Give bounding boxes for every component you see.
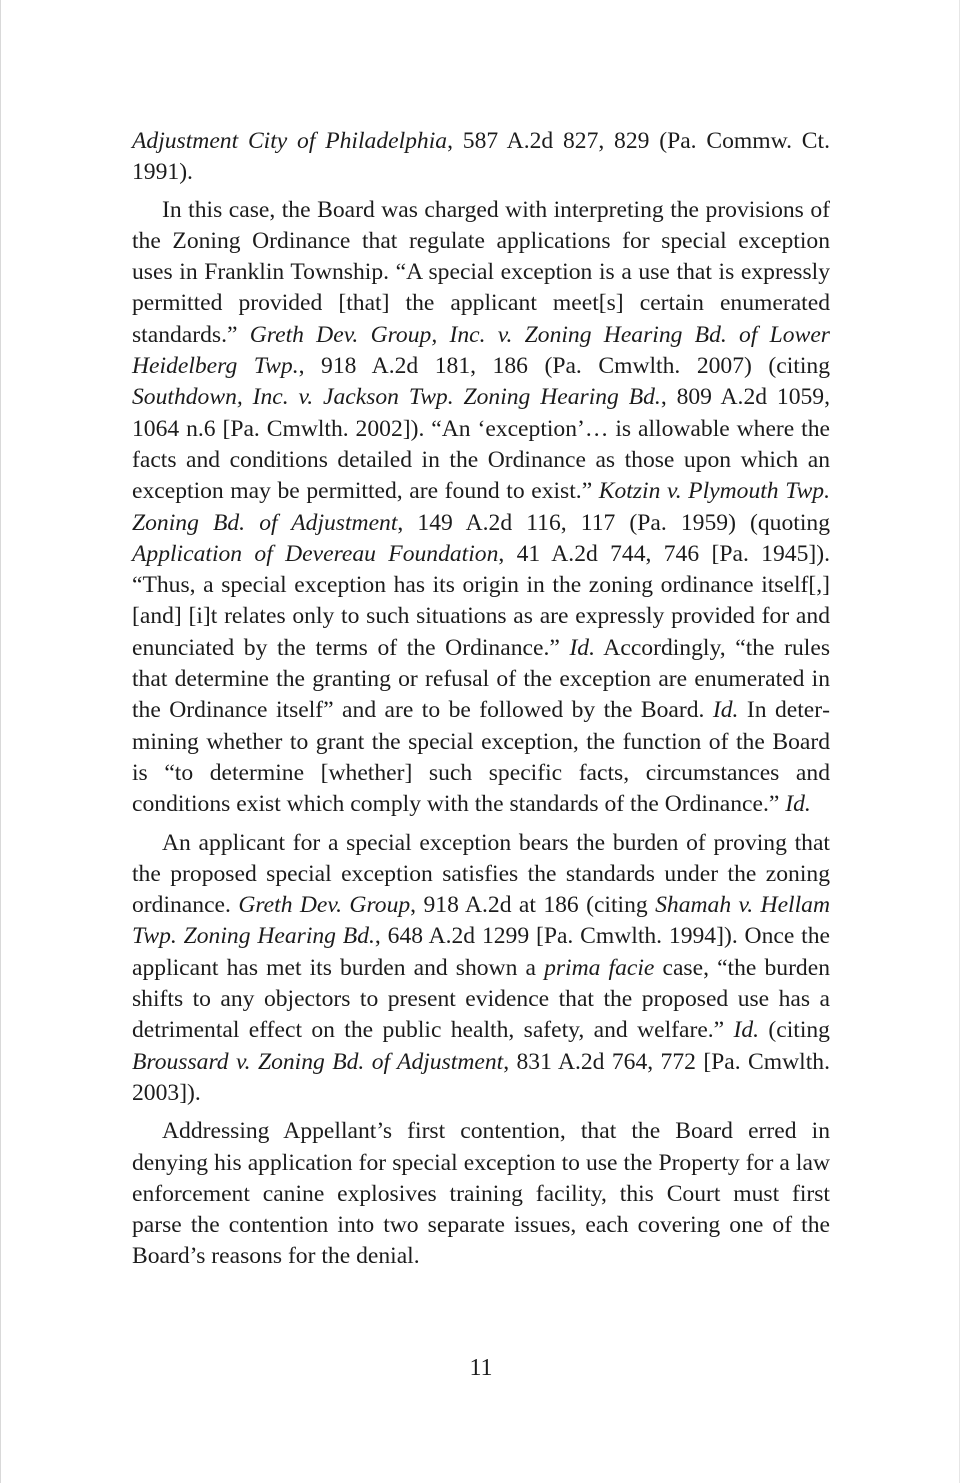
case-citation-italic: Application of Devereau Foundation: [132, 540, 499, 567]
paragraph-special-exception-definition: In this case, the Board was charged with interpreting the provisions of the Zoning Ordinance that regulate applications for special exception uses in Franklin Township. “A special exception is a use that is expressly permitted provided [that] the applicant meet[s] certain enumerated standards.” Greth Dev. Group, Inc. v. Zoning Hearing Bd. of Lower Heidelberg Twp., 918 A.2d 181, 186 (Pa. Cmwlth. 2007) (citing Southdown, Inc. v. Jackson Twp. Zoning Hearing Bd., 809 A.2d 1059, 1064 n.6 [Pa. Cmwlth. 2002]). “An ‘exception’… is allowable where the facts and conditions detailed in the Ordinance as those upon which an exception may be permitted, are found to exist.” Kotzin v. Plymouth Twp. Zoning Bd. of Adjustment, 149 A.2d 116, 117 (Pa. 1959) (quoting Application of Devereau Foundation, 41 A.2d 744, 746 [Pa. 1945]). “Thus, a special exception has its origin in the zoning ordinance itself[,] [and] [i]t relates only to such situations as are expressly provided for and enunciated by the terms of the Ordinance.” Id. Accordingly, “the rules that determine the granting or refusal of the exception are enumerated in the Ordinance itself” and are to be followed by the Board. Id. In determining whether to grant the special exception, the function of the Board is “to determine [whether] such specific facts, circumstances and conditions exist which comply with the standards of the Ordinance.” Id.: [132, 196, 830, 818]
case-citation-italic: Kotzin v. Plymouth Twp. Zoning Bd. of Adjustment: [132, 478, 830, 536]
paragraph-continuation: Adjustment City of Philadelphia, 587 A.2d 827, 829 (Pa. Commw. Ct. 1991).: [132, 128, 830, 186]
case-citation-italic: Id.: [712, 697, 739, 724]
case-citation-italic: Greth Dev. Group: [238, 892, 411, 919]
case-citation-italic: Adjustment City of Philadelphia: [132, 128, 448, 154]
body-text: [132, 126, 830, 1273]
paragraph-first-contention: Addressing Appellant’s first contention, that the Board erred in denying his application for special exception to use the Property for a law enforcement canine explosives training facility, this Court must first parse the contention into two separate issues, each covering one of the Board’s reasons for the denial.: [132, 1118, 830, 1270]
paragraph-burden-of-proof: An applicant for a special exception bears the burden of proving that the proposed special exception satisfies the standards under the zoning ordinance. Greth Dev. Group, 918 A.2d at 186 (citing Shamah v. Hellam Twp. Zoning Hearing Bd., 648 A.2d 1299 [Pa. Cmwlth. 1994]). Once the applicant has met its burden and shown a prima facie case, “the burden shifts to any objectors to present evidence that the proposed use has a detrimental effect on the public health, safety, and welfare.” Id. (citing Broussard v. Zoning Bd. of Adjustment, 831 A.2d 764, 772 [Pa. Cmwlth. 2003]).: [132, 829, 831, 1106]
case-citation-italic: Shamah v. Hellam Twp. Zoning Hearing Bd.: [132, 892, 831, 950]
case-citation-italic: Southdown, Inc. v. Jackson Twp. Zoning Hearing Bd.: [132, 384, 661, 411]
case-citation-italic: Greth Dev. Group, Inc. v. Zoning Hearing Bd. of Lower Heidelberg Twp.: [132, 321, 830, 380]
case-citation-italic: prima facie: [544, 954, 655, 981]
case-citation-italic: Id.: [569, 634, 595, 661]
case-citation-italic: Broussard v. Zoning Bd. of Adjustment: [132, 1048, 504, 1075]
case-citation-italic: Id.: [785, 791, 811, 818]
page-number: 11: [469, 1355, 493, 1381]
case-citation-italic: Id.: [733, 1017, 760, 1044]
